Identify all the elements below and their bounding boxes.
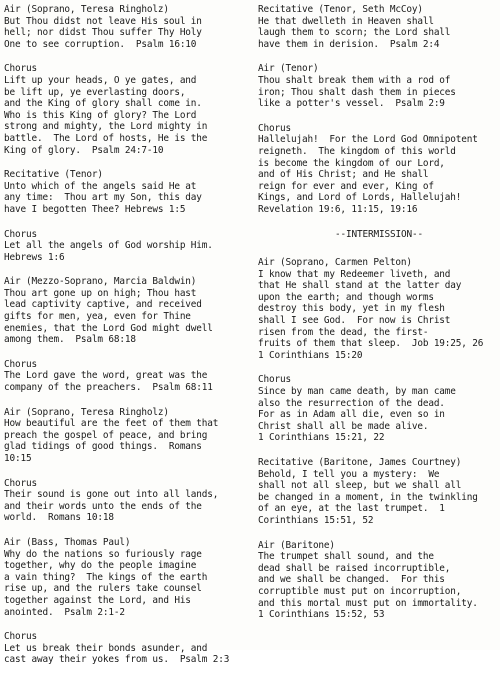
entry-heading: Air (Baritone) [258, 539, 335, 551]
entry-line: Since by man came death, by man came [258, 386, 456, 398]
program-entry [258, 4, 500, 50]
entry-line: Behold, I tell you a mystery: We [258, 468, 440, 480]
entry-line: also the resurrection of the dead. [258, 397, 445, 409]
intermission-divider: --INTERMISSION-- [335, 228, 423, 240]
entry-heading: Air (Soprano, Teresa Ringholz) [4, 4, 169, 15]
entry-line: have them in derision. Psalm 2:4 [258, 38, 440, 50]
entry-line: that He shall stand at the latter day [258, 280, 462, 292]
entry-heading: Chorus [4, 477, 37, 489]
program-entry [4, 359, 242, 394]
entry-line: shall I see God. For now is Christ [258, 315, 451, 327]
program-entry [258, 257, 500, 361]
program-entry [4, 407, 242, 465]
entry-line: iron; Thou shalt dash them in pieces [258, 86, 456, 98]
entry-line: any time: Thou art my Son, this day [4, 192, 202, 204]
right-column [258, 4, 500, 634]
entry-line: corruptible must put on incorruption, [258, 585, 462, 597]
entry-line: Christ shall all be made alive. [258, 420, 429, 432]
entry-line: Let us break their bonds asunder, and [4, 642, 208, 654]
program-entry [4, 229, 242, 264]
entry-line: But Thou didst not leave His soul in [4, 15, 202, 27]
program-entry [258, 457, 500, 527]
entry-line: Kings, and Lord of Lords, Hallelujah! [258, 192, 462, 204]
entry-line: world. Romans 10:18 [4, 512, 114, 524]
entry-line: 10:15 [4, 453, 32, 464]
entry-line: anointed. Psalm 2:1-2 [4, 606, 125, 618]
entry-line: One to see corruption. Psalm 16:10 [4, 38, 197, 50]
entry-line: and of His Christ; and He shall [258, 169, 429, 181]
entry-line: is become the kingdom of our Lord, [258, 157, 445, 169]
entry-line: I know that my Redeemer liveth, and [258, 268, 451, 280]
entry-line: How beautiful are the feet of them that [4, 418, 219, 430]
entry-line: King of glory. Psalm 24:7-10 [4, 144, 164, 156]
entry-heading: Chorus [4, 631, 37, 643]
entry-line: risen from the dead, the first- [258, 326, 429, 338]
entry-line: lead captivity captive, and received [4, 299, 202, 311]
program-entry [258, 540, 500, 621]
entry-line: Thou art gone up on high; Thou hast [4, 287, 197, 299]
entry-line: reign for ever and ever, King of [258, 180, 434, 192]
entry-line: preach the gospel of peace, and bring [4, 429, 208, 441]
entry-line: strong and mighty, the Lord mighty in [4, 121, 208, 133]
entry-line: like a potter's vessel. Psalm 2:9 [258, 98, 445, 110]
entry-line: be lift up, ye everlasting doors, [4, 86, 186, 98]
entry-line: enemies, that the Lord God might dwell [4, 322, 213, 334]
entry-line: a vain thing? The kings of the earth [4, 571, 208, 583]
entry-line: Who is this King of glory? The Lord [4, 109, 197, 121]
entry-heading: Chorus [4, 358, 37, 370]
entry-line: together against the Lord, and His [4, 594, 191, 606]
entry-line: have I begotten Thee? Hebrews 1:5 [4, 203, 186, 215]
entry-line: dead shall be raised incorruptible, [258, 562, 451, 574]
program-entry [4, 4, 242, 50]
entry-line: reigneth. The kingdom of this world [258, 145, 456, 157]
entry-line: glad tidings of good things. Romans [4, 441, 202, 453]
entry-heading: Chorus [4, 63, 37, 75]
entry-line: Lift up your heads, O ye gates, and [4, 74, 197, 86]
entry-line: Let all the angels of God worship Him. [4, 240, 213, 252]
entry-line: rise up, and the rulers take counsel [4, 583, 202, 595]
entry-line: 1 Corinthians 15:20 [258, 349, 363, 361]
entry-line: and we shall be changed. For this [258, 574, 445, 586]
entry-line: of an eye, at the last trumpet. 1 [258, 503, 445, 515]
program-entry [258, 123, 500, 216]
entry-heading: Recitative (Tenor, Seth McCoy) [258, 4, 423, 15]
entry-line: and their words unto the ends of the [4, 500, 202, 512]
entry-line: and the King of glory shall come in. [4, 98, 202, 110]
entry-line: shall not all sleep, but we shall all [258, 480, 462, 492]
entry-line: 1 Corinthians 15:52, 53 [258, 609, 385, 621]
program-entry [258, 63, 500, 109]
entry-line: battle. The Lord of hosts, He is the [4, 132, 208, 144]
entry-line: company of the preachers. Psalm 68:11 [4, 382, 213, 394]
left-column [4, 4, 242, 679]
entry-heading: Chorus [258, 122, 291, 134]
entry-heading: Air (Tenor) [258, 63, 319, 75]
entry-line: Their sound is gone out into all lands, [4, 489, 219, 501]
entry-heading: Chorus [4, 228, 37, 240]
entry-line: He that dwelleth in Heaven shall [258, 15, 434, 27]
entry-line: Unto which of the angels said He at [4, 180, 197, 192]
entry-line: Revelation 19:6, 11:15, 19:16 [258, 203, 418, 215]
program-entry [4, 478, 242, 524]
entry-line: fruits of them that sleep. Job 19:25, 26 [258, 338, 484, 350]
entry-heading: Recitative (Baritone, James Courtney) [258, 457, 462, 468]
program-entry [258, 374, 500, 444]
entry-line: and this mortal must put on immortality. [258, 597, 478, 609]
entry-line: Thou shalt break them with a rod of [258, 74, 451, 86]
entry-line: Corinthians 15:51, 52 [258, 514, 374, 526]
entry-line: The trumpet shall sound, and the [258, 551, 434, 563]
entry-line: together, why do the people imagine [4, 560, 197, 572]
entry-line: gifts for men, yea, even for Thine [4, 311, 191, 323]
program-entry [4, 169, 242, 215]
entry-heading: Air (Mezzo-Soprano, Marcia Baldwin) [4, 276, 197, 288]
program-entry [4, 276, 242, 346]
entry-heading: Air (Soprano, Carmen Pelton) [258, 257, 412, 269]
entry-line: Hebrews 1:6 [4, 251, 65, 263]
entry-line: 1 Corinthians 15:21, 22 [258, 432, 385, 444]
entry-heading: Chorus [258, 374, 291, 386]
program-entry [4, 537, 242, 618]
entry-line: upon the earth; and though worms [258, 291, 434, 303]
program-entry [4, 631, 242, 666]
entry-line: among them. Psalm 68:18 [4, 334, 136, 346]
entry-heading: Recitative (Tenor) [4, 169, 103, 181]
entry-line: destroy this body, yet in my flesh [258, 303, 445, 315]
entry-heading: Air (Soprano, Teresa Ringholz) [4, 406, 169, 418]
entry-line: The Lord gave the word, great was the [4, 370, 208, 382]
entry-line: laugh them to scorn; the Lord shall [258, 27, 451, 39]
program-entry [4, 63, 242, 156]
entry-heading: Air (Bass, Thomas Paul) [4, 536, 131, 548]
entry-line: be changed in a moment, in the twinkling [258, 491, 478, 503]
entry-line: Hallelujah! For the Lord God Omnipotent [258, 134, 478, 146]
entry-line: Why do the nations so furiously rage [4, 548, 202, 560]
entry-line: hell; nor didst Thou suffer Thy Holy [4, 27, 202, 39]
entry-line: cast away their yokes from us. Psalm 2:3 [4, 654, 230, 666]
entry-line: For as in Adam all die, even so in [258, 409, 445, 421]
